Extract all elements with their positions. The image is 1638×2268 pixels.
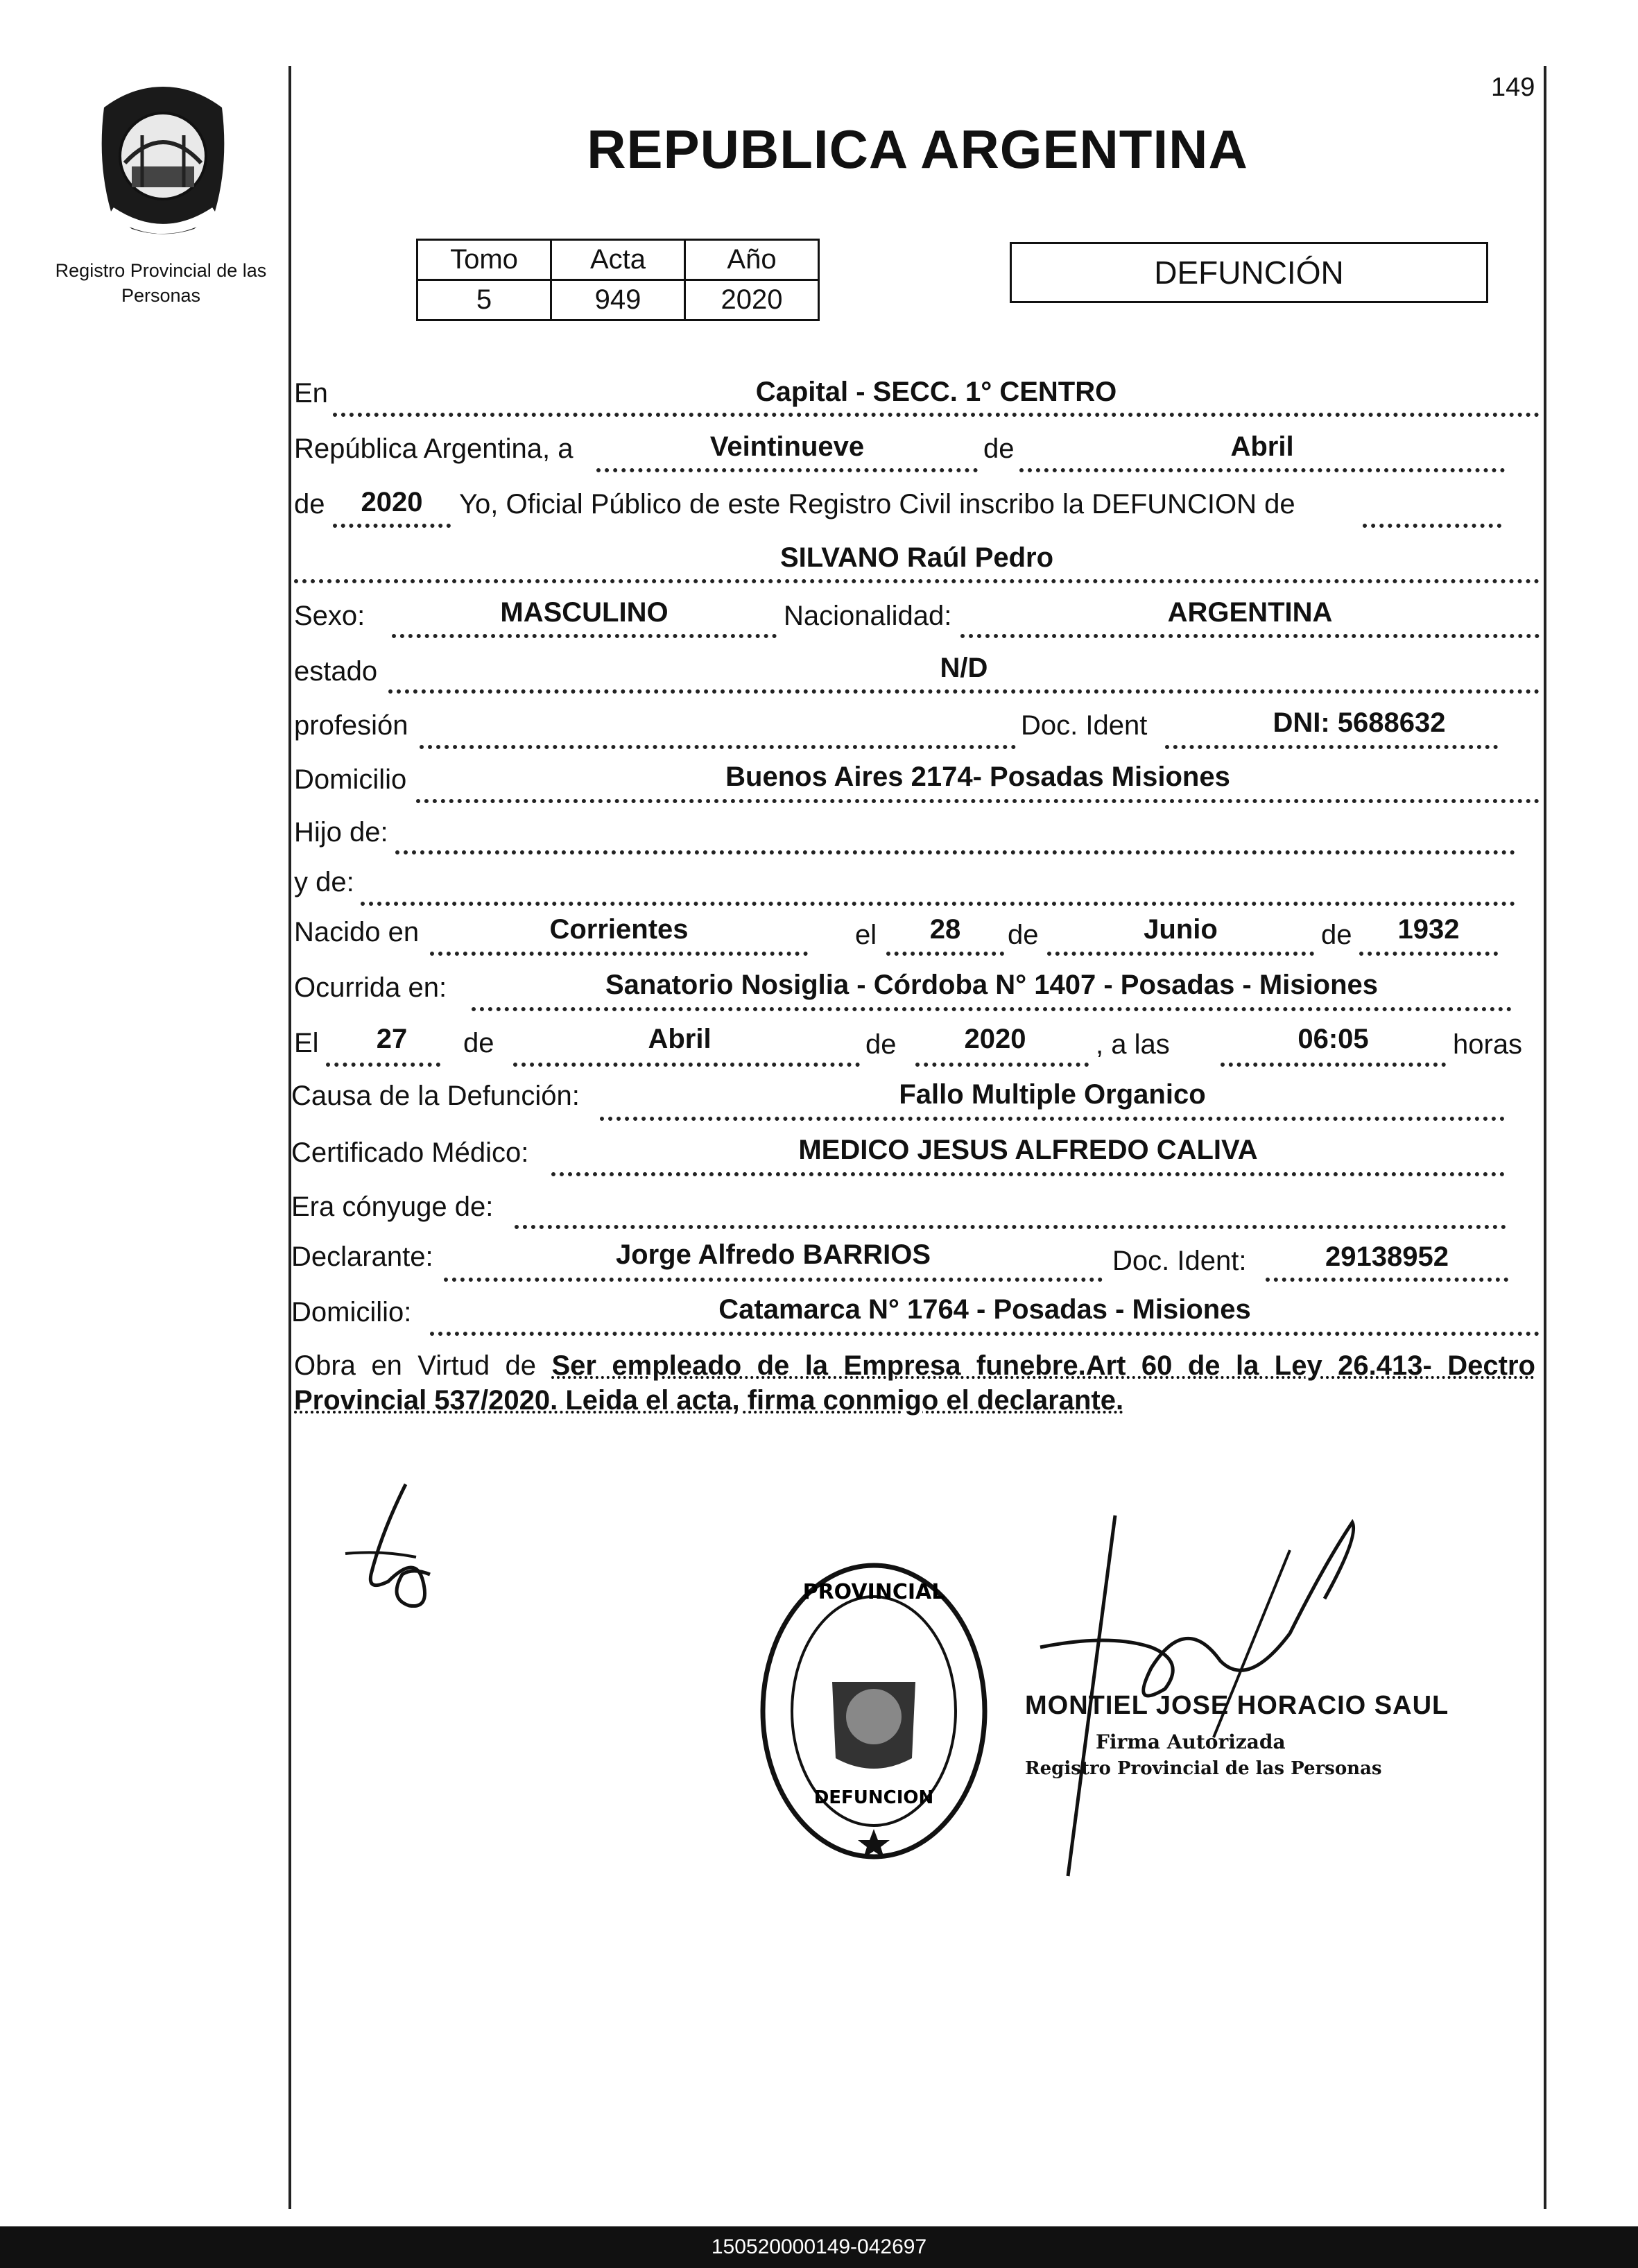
death-place: Sanatorio Nosiglia - Córdoba N° 1407 - Posadas - Misiones <box>605 970 1379 1000</box>
dotted-line <box>430 952 808 956</box>
causa-label: Causa de la Defunción: <box>291 1081 580 1111</box>
dotted-line <box>1047 952 1314 956</box>
dotted-line <box>1266 1278 1508 1282</box>
dotted-line <box>960 634 1540 638</box>
dotted-line <box>1019 468 1505 472</box>
dotted-line <box>361 902 1515 906</box>
estado-value: N/D <box>940 653 988 683</box>
inscribe-text: Yo, Oficial Público de este Registro Civil inscribo la DEFUNCION de <box>459 489 1295 519</box>
dotted-line <box>395 850 1515 854</box>
provincial-seal-logo <box>83 80 243 243</box>
sexo-label: Sexo: <box>294 601 365 631</box>
official-name: MONTIEL JOSE HORACIO SAUL <box>1025 1691 1449 1720</box>
dotted-line <box>1221 1063 1446 1067</box>
domicilio-value: Buenos Aires 2174- Posadas Misiones <box>725 762 1230 792</box>
de-label: de <box>1321 920 1352 950</box>
right-margin-rule <box>1544 66 1546 2209</box>
svg-text:DEFUNCION: DEFUNCION <box>813 1787 934 1808</box>
header-anio: Año <box>685 240 819 280</box>
registry-label: Registro Provincial de las Personas <box>55 260 267 306</box>
domicilio-label: Domicilio <box>294 764 407 795</box>
de-label: de <box>983 433 1015 464</box>
doc-label: Doc. Ident <box>1021 710 1148 741</box>
el-label: El <box>294 1028 319 1058</box>
deceased-name: SILVANO Raúl Pedro <box>779 542 1054 573</box>
svg-text:PROVINCIAL: PROVINCIAL <box>802 1580 945 1604</box>
de-label: de <box>463 1028 494 1058</box>
declarant-address: Catamarca N° 1764 - Posadas - Misiones <box>718 1294 1251 1325</box>
dotted-line <box>515 1225 1506 1229</box>
dotted-line <box>886 952 1004 956</box>
medical-certificate: MEDICO JESUS ALFREDO CALIVA <box>798 1135 1258 1165</box>
place-value: Capital - SECC. 1° CENTRO <box>755 377 1117 407</box>
dotted-line <box>416 799 1540 803</box>
a-las-label: , a las <box>1096 1029 1170 1060</box>
official-org: Registro Provincial de las Personas <box>1025 1758 1382 1779</box>
death-year: 2020 <box>964 1024 1026 1054</box>
birth-place: Corrientes <box>549 914 689 945</box>
estado-label: estado <box>294 656 378 687</box>
day-in-words: Veintinueve <box>709 431 865 462</box>
dotted-line <box>1165 745 1498 749</box>
declarant-signature <box>340 1470 458 1620</box>
registry-stamp <box>756 1557 992 1866</box>
nacionalidad-value: ARGENTINA <box>1167 597 1333 628</box>
domicilio2-label: Domicilio: <box>291 1297 412 1328</box>
dotted-line <box>513 1063 860 1067</box>
birth-year: 1932 <box>1397 914 1460 945</box>
header-tomo: Tomo <box>417 240 551 280</box>
declarant-doc: 29138952 <box>1325 1242 1449 1272</box>
doc-value: DNI: 5688632 <box>1273 707 1446 738</box>
dotted-line <box>333 413 1540 417</box>
dotted-line <box>420 745 1016 749</box>
obra-value: Ser empleado de la Empresa funebre.Art 60 de la Ley 26.413- Dectro Provincial 537/2020. Leida el acta, firma conmigo el declarante. <box>294 1350 1535 1416</box>
birth-day: 28 <box>929 914 961 945</box>
dotted-line <box>1363 524 1501 528</box>
obra-label: Obra en Virtud de <box>294 1350 537 1381</box>
dotted-line <box>392 634 777 638</box>
horas-label: horas <box>1453 1029 1523 1060</box>
declarante-label: Declarante: <box>291 1242 433 1272</box>
profesion-label: profesión <box>294 710 408 741</box>
dotted-line <box>915 1063 1089 1067</box>
document-id-bar: 150520000149-042697 <box>0 2226 1638 2268</box>
month-value: Abril <box>1230 431 1294 462</box>
y-de-label: y de: <box>294 867 354 897</box>
declarante-doc-label: Doc. Ident: <box>1112 1246 1247 1276</box>
conyuge-label: Era cónyuge de: <box>291 1192 494 1222</box>
value-tomo: 5 <box>417 280 551 320</box>
page-number: 149 <box>1491 73 1535 102</box>
death-month: Abril <box>648 1024 712 1054</box>
cause-of-death: Fallo Multiple Organico <box>899 1079 1206 1110</box>
year-value: 2020 <box>361 487 423 517</box>
value-acta: 949 <box>551 280 685 320</box>
dotted-line <box>600 1117 1505 1121</box>
nacionalidad-label: Nacionalidad: <box>784 601 952 631</box>
birth-month: Junio <box>1144 914 1218 945</box>
dotted-line <box>551 1172 1505 1176</box>
dotted-line <box>472 1007 1512 1011</box>
de-label: de <box>294 489 325 519</box>
dotted-line <box>388 689 1540 694</box>
declarant-name: Jorge Alfredo BARRIOS <box>615 1239 931 1270</box>
dotted-line <box>326 1063 440 1067</box>
death-day: 27 <box>376 1024 408 1054</box>
certificado-label: Certificado Médico: <box>291 1137 529 1168</box>
hijo-label: Hijo de: <box>294 817 388 848</box>
official-role: Firma Autorizada <box>1096 1730 1286 1753</box>
dotted-line <box>294 579 1540 583</box>
sexo-value: MASCULINO <box>500 597 669 628</box>
legal-basis-paragraph <box>294 1348 1535 1418</box>
de-label: de <box>1008 920 1039 950</box>
value-anio: 2020 <box>685 280 819 320</box>
ocurrida-label: Ocurrida en: <box>294 972 447 1003</box>
dotted-line <box>596 468 978 472</box>
dotted-line <box>333 524 451 528</box>
dotted-line <box>430 1332 1540 1336</box>
de-label: de <box>865 1029 897 1060</box>
header-acta: Acta <box>551 240 685 280</box>
record-table <box>416 239 820 321</box>
record-type-box: DEFUNCIÓN <box>1010 242 1488 303</box>
el-label: el <box>855 920 877 950</box>
dotted-line <box>444 1278 1103 1282</box>
dotted-line <box>1359 952 1498 956</box>
document-title: REPUBLICA ARGENTINA <box>587 119 1248 180</box>
nacido-label: Nacido en <box>294 917 420 947</box>
en-label: En <box>294 378 328 409</box>
death-time: 06:05 <box>1298 1024 1369 1054</box>
republica-label: República Argentina, a <box>294 433 574 464</box>
